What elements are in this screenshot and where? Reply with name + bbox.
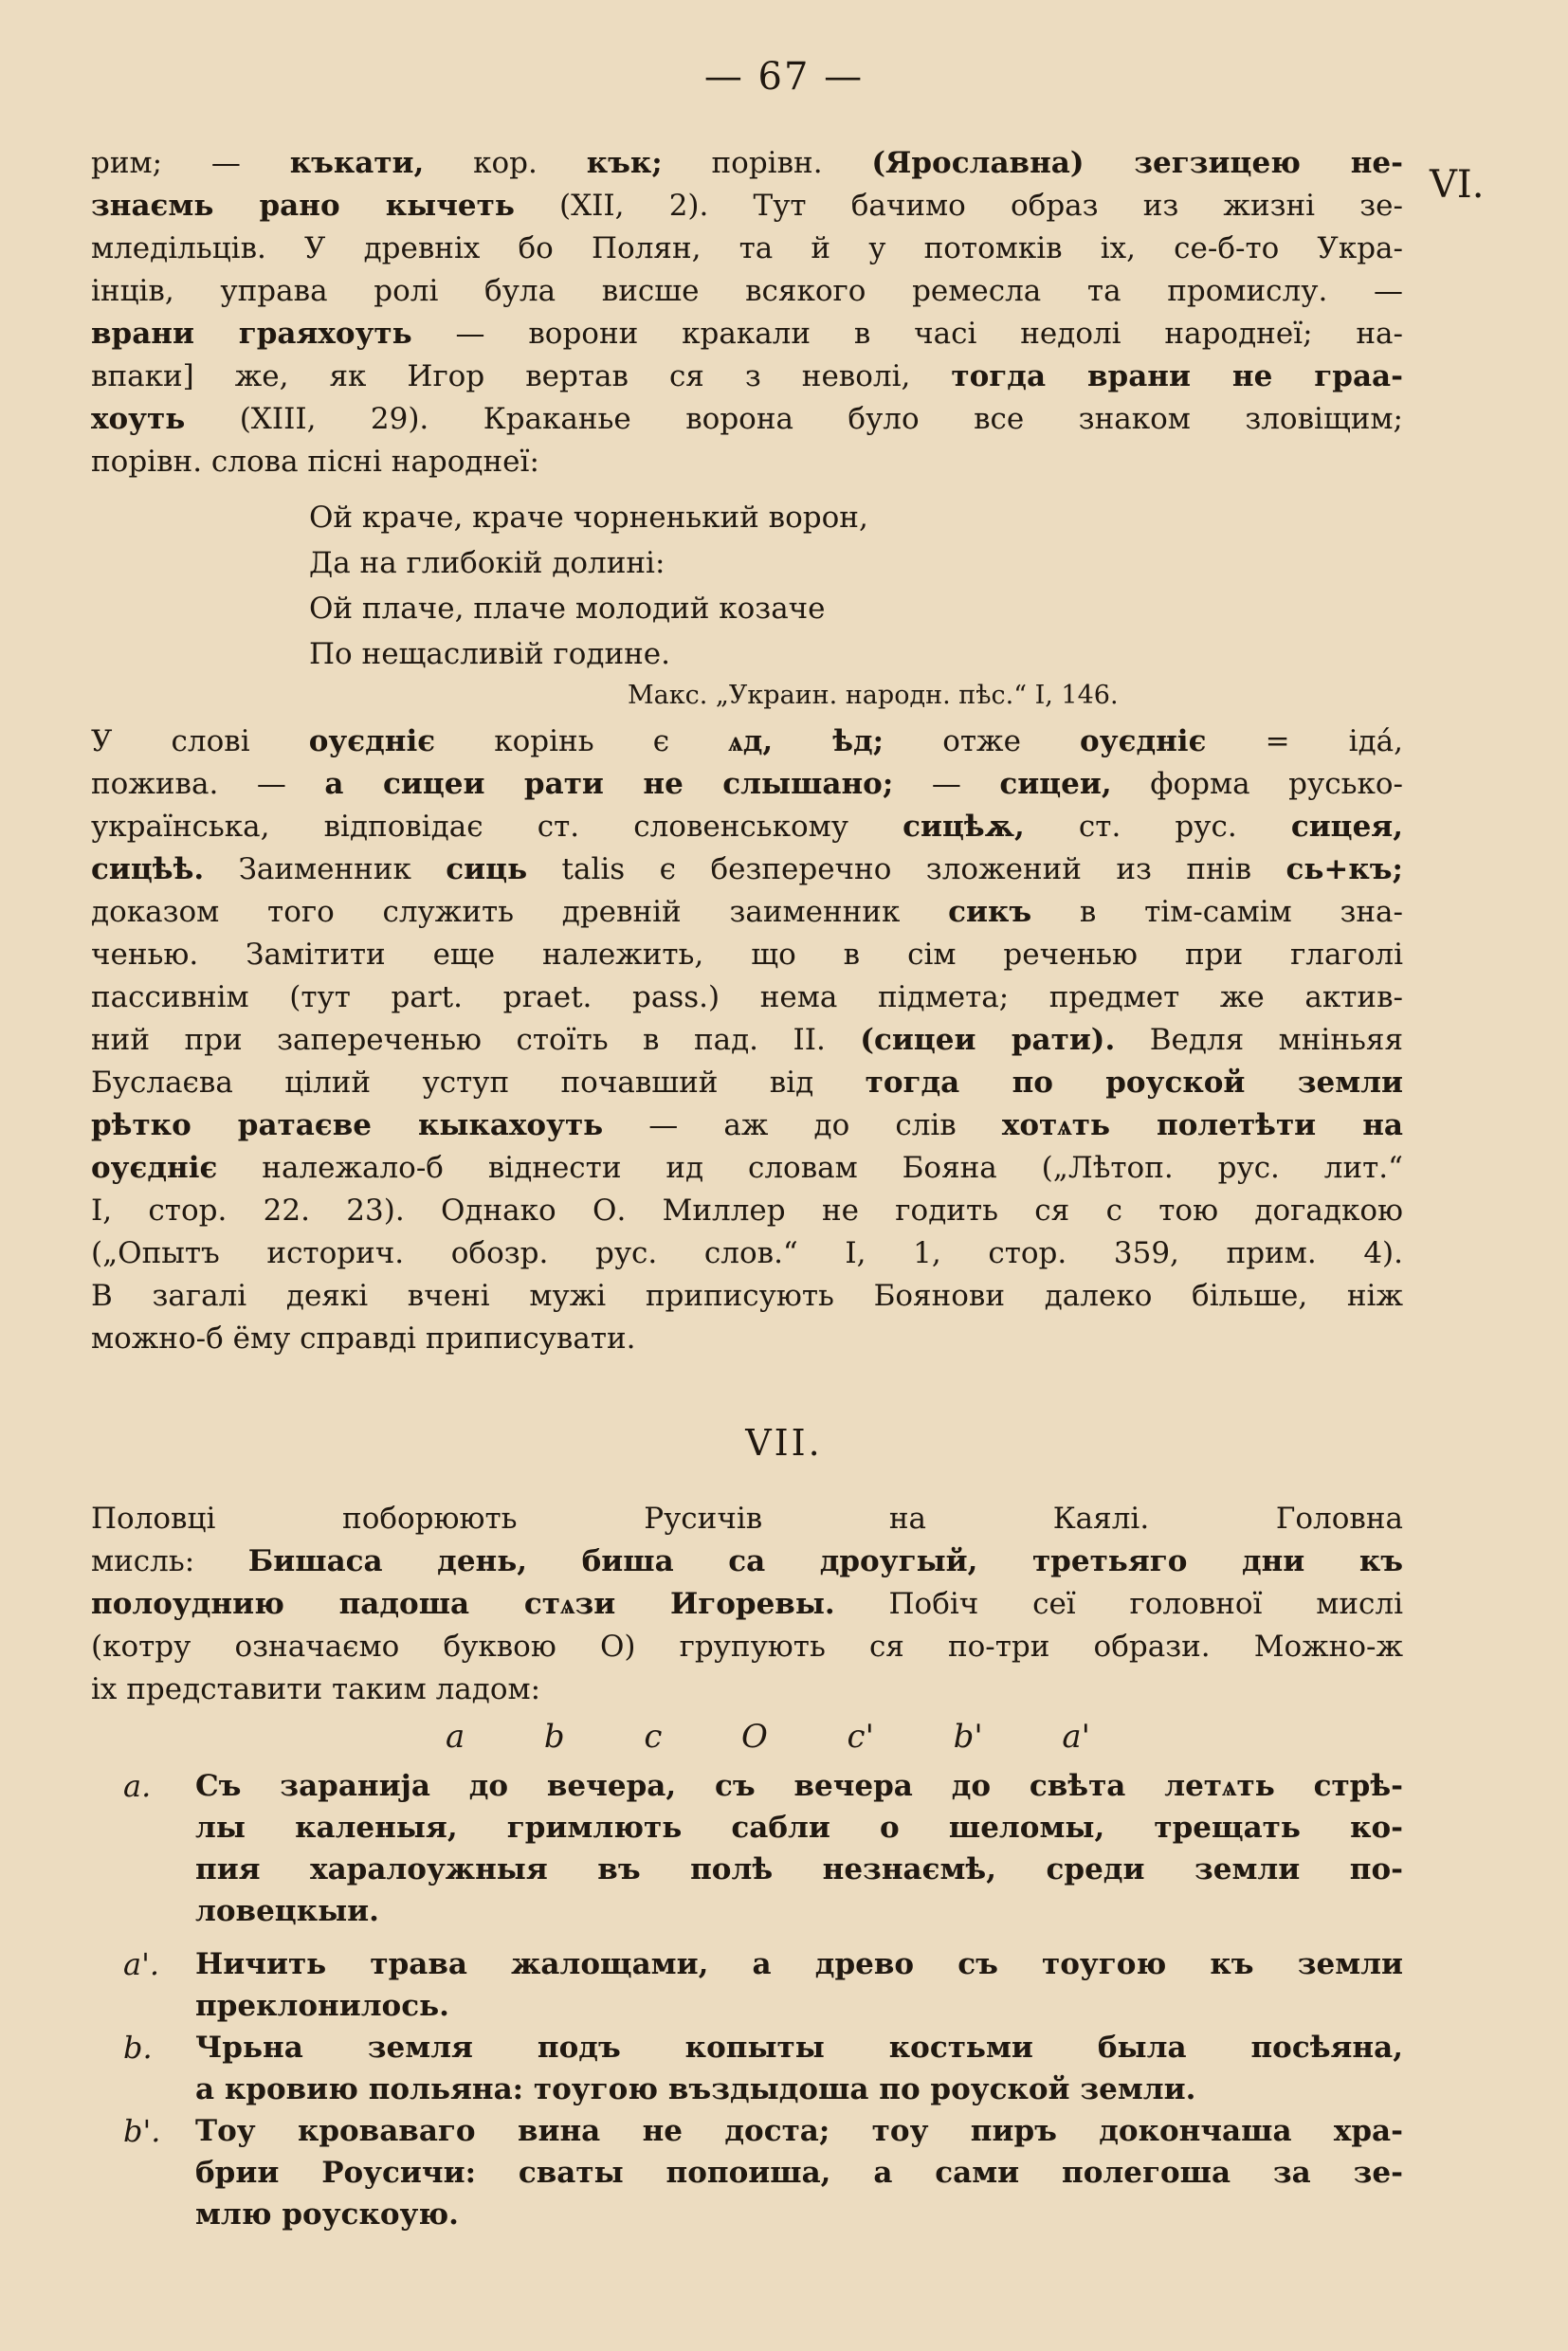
text-line	[91, 976, 1403, 1019]
text-line	[91, 848, 1403, 891]
text-run: отже	[884, 724, 1081, 758]
old-slavonic-quote: кък;	[586, 146, 663, 180]
text-run: в тім-самім зна-	[1031, 895, 1403, 929]
verse-line: Ой плаче, плаче молодий козаче	[309, 592, 826, 626]
item-text-line: пия харалоужныя въ полѣ незнаємѣ, среди земли по-	[195, 1852, 1403, 1886]
old-slavonic-quote: оуєдніє	[308, 724, 436, 758]
text-run: В загалі деякі вчені мужі приписують Боянови далеко більше, ніж	[91, 1279, 1403, 1313]
text-run: порівн.	[662, 146, 872, 180]
text-run: (XII, 2). Тут бачимо образ из жизні зе-	[514, 189, 1403, 223]
item-text-line: млю роускоую.	[195, 2197, 459, 2232]
scheme-letter: a	[446, 1718, 465, 1756]
text-run: рим; —	[91, 146, 290, 180]
text-line	[91, 1540, 1403, 1583]
text-run: можно-б ёму справді приписувати.	[91, 1321, 636, 1356]
verse-citation: Макс. „Украин. народн. пѣс.“ I, 146.	[628, 681, 1119, 710]
item-text-line: Чрьна земля подъ копыты костьми была посѣяна,	[195, 2031, 1403, 2065]
old-slavonic-quote: тогда врани не граа-	[951, 359, 1403, 393]
margin-section-number: VI.	[1430, 163, 1485, 207]
text-line	[91, 185, 1403, 228]
text-line	[91, 270, 1403, 313]
scheme-letter: c	[644, 1718, 663, 1756]
old-slavonic-quote: сь+къ;	[1285, 852, 1403, 886]
text-line	[91, 1190, 1403, 1232]
scheme-item	[123, 2110, 1403, 2235]
item-text	[195, 2110, 1403, 2235]
old-slavonic-quote: сицѣѣ.	[91, 852, 205, 886]
scheme-item	[123, 2027, 1403, 2110]
text-line	[91, 1498, 1403, 1540]
old-slavonic-quote: врани граяхоуть	[91, 317, 412, 351]
text-run: форма русько-	[1111, 767, 1403, 801]
text-run: кор.	[424, 146, 587, 180]
verse-line: По нещасливій године.	[309, 637, 670, 671]
paragraph-commentary-continued	[91, 720, 1403, 1360]
text-run: I, стор. 22. 23). Однако О. Миллер не годить ся с тою догадкою	[91, 1194, 1403, 1228]
old-slavonic-quote: а сицеи рати не слышано;	[324, 767, 894, 801]
text-line	[91, 1668, 1403, 1711]
text-line	[91, 398, 1403, 441]
text-line	[91, 1583, 1403, 1626]
old-slavonic-quote: оуєдніє	[1080, 724, 1207, 758]
section-heading: VII.	[745, 1422, 823, 1464]
text-line	[91, 142, 1403, 185]
text-run: ний при запереченью стоїть в пад. II.	[91, 1023, 861, 1057]
text-line	[91, 891, 1403, 934]
item-text	[195, 1765, 1403, 1932]
folk-song-verse	[309, 495, 868, 677]
old-slavonic-quote: (Ярославна) зегзицею не-	[871, 146, 1403, 180]
scheme-letter: c'	[847, 1718, 874, 1756]
item-text-line: Съ заранија до вечера, съ вечера до свѣта летѧть стрѣ-	[195, 1769, 1403, 1803]
text-line	[91, 228, 1403, 270]
old-slavonic-quote: хоуть	[91, 402, 186, 436]
text-run: — ворони кракали в часі недолі народнеї; на-	[411, 317, 1403, 351]
text-run: доказом того служить древній заименник	[91, 895, 949, 929]
item-text	[195, 1943, 1403, 2027]
scheme-item	[123, 1943, 1403, 2027]
text-run: мледільців. У древніх бо Полян, та й у потомків іх, се-б-то Укра-	[91, 231, 1403, 265]
item-text-line: Тоу кроваваго вина не доста; тоу пиръ докончаша хра-	[195, 2114, 1403, 2148]
old-slavonic-quote: сикъ	[948, 895, 1032, 929]
text-run: українська, відповідає ст. словенському	[91, 810, 903, 844]
text-run: Буслаєва цілий уступ почавший від	[91, 1066, 866, 1100]
item-text-line: брии Роусичи: сваты попоиша, а сами полегоша за зе-	[195, 2156, 1403, 2190]
old-slavonic-quote: Бишаса день, биша са дроугый, третьяго дни къ	[247, 1544, 1403, 1578]
old-slavonic-quote: (сицеи рати).	[860, 1023, 1116, 1057]
text-run: мисль:	[91, 1544, 248, 1578]
old-slavonic-quote: оуєдніє	[91, 1151, 218, 1185]
text-run: ст. рус.	[1024, 810, 1291, 844]
scheme-letter: b	[543, 1718, 565, 1756]
text-run: пожива. —	[91, 767, 325, 801]
text-run: Побіч сеї головної мислі	[834, 1587, 1404, 1621]
text-run: (XIII, 29). Краканье ворона було все знаком зловіщим;	[185, 402, 1403, 436]
old-slavonic-quote: знаємь рано кычеть	[91, 189, 515, 223]
item-marker: b'.	[123, 2113, 161, 2149]
text-run: talis є безперечно зложений из пнів	[527, 852, 1286, 886]
text-run: — аж до слів	[603, 1108, 1002, 1142]
scheme-item	[123, 1765, 1403, 1932]
paragraph-commentary-vi	[91, 142, 1403, 483]
text-run: Ведля мніньяя	[1115, 1023, 1403, 1057]
text-run: = іда́,	[1206, 724, 1404, 758]
text-line	[91, 313, 1403, 355]
old-slavonic-quote: рѣтко ратаєве кыкахоуть	[91, 1108, 604, 1142]
scheme-letter: O	[741, 1718, 768, 1756]
verse-line: Да на глибокій долині:	[309, 546, 665, 580]
item-marker: a.	[123, 1768, 152, 1804]
item-text	[195, 2027, 1403, 2110]
text-run: ченью. Замітити еще належить, що в сім реченью при глаголі	[91, 938, 1403, 972]
item-text-line: лы каленыя, гримлють сабли о шеломы, трещать ко-	[195, 1811, 1403, 1845]
old-slavonic-quote: хотѧть полетѣти на	[1001, 1108, 1403, 1142]
old-slavonic-quote: къкати,	[289, 146, 425, 180]
text-run: іх представити таким ладом:	[91, 1672, 541, 1706]
text-line	[91, 441, 1403, 483]
scheme-letter: b'	[953, 1718, 983, 1756]
text-run: —	[893, 767, 1000, 801]
text-line	[91, 934, 1403, 976]
text-line	[91, 1147, 1403, 1190]
text-line	[91, 1626, 1403, 1668]
text-run: (котру означаємо буквою О) групують ся по-три образи. Можно-ж	[91, 1630, 1403, 1664]
text-run: порівн. слова пісні народнеї:	[91, 445, 539, 479]
item-marker: a'.	[123, 1946, 160, 1982]
text-run: Заименник	[204, 852, 447, 886]
scheme-letters	[446, 1718, 1090, 1756]
text-line	[91, 1318, 1403, 1360]
item-text-line: Ничить трава жалощами, а древо съ тоугою къ земли	[195, 1947, 1403, 1981]
old-slavonic-quote: тогда по роуской земли	[865, 1066, 1403, 1100]
text-run: („Опытъ историч. обозр. рус. слов.“ I, 1, стор. 359, прим. 4).	[91, 1236, 1403, 1270]
old-slavonic-quote: ѧд, ѣд;	[728, 724, 884, 758]
item-text-line: преклонилось.	[195, 1989, 449, 2023]
text-line	[91, 720, 1403, 763]
text-line	[91, 355, 1403, 398]
text-run: корінь є	[435, 724, 729, 758]
old-slavonic-quote: сиць	[446, 852, 528, 886]
text-run: Половці поборюють Русичів на Каялі. Головна	[91, 1502, 1403, 1536]
old-slavonic-quote: сицѣѫ,	[903, 810, 1025, 844]
item-text-line: а кровию польяна: тоугою въздыдоша по роуской земли.	[195, 2072, 1196, 2106]
text-line	[91, 1104, 1403, 1147]
old-slavonic-quote: полоуднию падоша стѧзи Игоревы.	[91, 1587, 835, 1621]
text-line	[91, 1275, 1403, 1318]
text-run: У слові	[91, 724, 309, 758]
scheme-letter: a'	[1062, 1718, 1090, 1756]
text-line	[91, 1019, 1403, 1062]
page-number: — 67 —	[703, 55, 865, 99]
text-line	[91, 1232, 1403, 1275]
text-run: належало-б віднести ид словам Бояна („Лѣтоп. рус. лит.“	[217, 1151, 1403, 1185]
paragraph-section-vii	[91, 1498, 1403, 1711]
old-slavonic-quote: сицея,	[1290, 810, 1403, 844]
verse-line: Ой краче, краче чорненький ворон,	[309, 501, 868, 535]
old-slavonic-quote: сицеи,	[999, 767, 1112, 801]
item-marker: b.	[123, 2030, 153, 2066]
text-run: впаки] же, як Игор вертав ся з неволі,	[91, 359, 952, 393]
text-run: інців, управа ролі була висше всякого ремесла та промислу. —	[91, 274, 1403, 308]
text-line	[91, 763, 1403, 806]
text-run: пассивнім (тут part. praet. pass.) нема підмета; предмет же актив-	[91, 980, 1403, 1014]
text-line	[91, 806, 1403, 848]
item-text-line: ловецкыи.	[195, 1894, 379, 1928]
text-line	[91, 1062, 1403, 1104]
